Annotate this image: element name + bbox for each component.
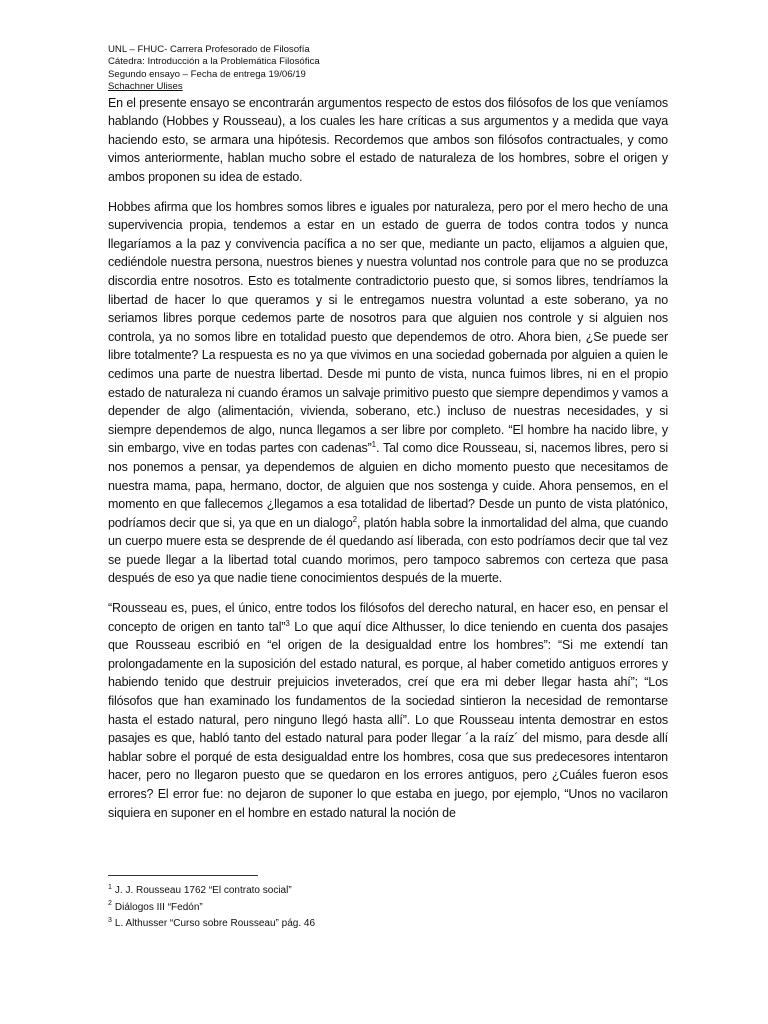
paragraph-3 <box>108 599 668 822</box>
header-author: Schachner Ulises <box>108 81 183 93</box>
footnote-1-text: J. J. Rousseau 1762 “El contrato social” <box>114 885 292 896</box>
header-assignment: Segundo ensayo – Fecha de entrega 19/06/19 <box>108 68 306 80</box>
paragraph-2-text-b: . Tal como dice Rousseau, si, nacemos libres, pero si nos ponemos a pensar, ya dependemos de alguien en dicho momento puesto que necesitamos de nuestra mama, papa, hermano, doctor, de alguien que nos sostenga y cuide. Ahora pensemos, en el momento en que fallecemos ¿llegamos a esa totalidad de libertad? Desde un punto de vista platónico, podríamos decir que si, ya que en un dialogo <box>108 441 668 530</box>
footnote-2-text: Diálogos III “Fedón” <box>114 901 203 913</box>
header-institution: UNL – FHUC- Carrera Profesorado de Filosofía <box>108 44 310 55</box>
footnotes <box>108 883 668 933</box>
header-course: Cátedra: Introducción a la Problemática Filosófica <box>108 56 320 68</box>
footnote-1-mark: 1 <box>108 883 112 891</box>
paragraph-3-text-a: “Rousseau es, pues, el único, entre todos los filósofos del derecho natural, en hacer eso, en pensar el concepto de origen en tanto tal” <box>108 601 668 634</box>
footnote-3 <box>108 916 668 933</box>
footnote-1 <box>108 883 668 900</box>
paragraph-3-text-b: Lo que aquí dice Althusser, lo dice teniendo en cuenta dos pasajes que Rousseau escribió en “el origen de la desigualdad entre los hombres”: “Si me extendí tan prolongadamente en la suposición del estado natural, es porque, al haber cometido antiguos errores y habiendo tenido que destruir prejuicios inveterados, creí que era mi deber llegar hasta ahí”; “Los filósofos que han examinado los fundamentos de la sociedad sintieron la necesidad de remontarse hasta el estado natural, pero ninguno llegó hasta allí”. Lo que Rousseau intenta demostrar en estos pasajes es que, habló tanto del estado natural para poder llegar ´a la raíz´ del mismo, para desde allí hablar sobre el porqué de esta desigualdad entre los hombres, cosa que sus predecesores intentaron hacer, pero no llegaron puesto que se quedaron en los errores antiguos, pero ¿Cuáles fueron esos errores? El error fue: no dejaron de suponer lo que estaba en juego, por ejemplo, “Unos no vacilaron siquiera en suponer en el hombre en estado natural la noción de <box>108 619 668 820</box>
footnote-2 <box>108 900 668 917</box>
footnote-3-mark: 3 <box>108 916 112 924</box>
footnote-3-text: L. Althusser “Curso sobre Rousseau” pág. 46 <box>114 918 316 929</box>
paragraph-2 <box>108 198 668 588</box>
footnote-ref-2: 2 <box>352 514 357 524</box>
paragraph-1-text: En el presente ensayo se encontrarán argumentos respecto de estos dos filósofos de los que veníamos hablando (Hobbes y Rousseau), a los cuales les hare críticas a sus argumentos y a medida que vaya haciendo esto, se armara una hipótesis. Recordemos que ambos son filósofos contractuales, y como vimos anteriormente, hablan mucho sobre el estado de naturaleza de los hombres, sobre el origen y ambos proponen su idea de estado. <box>108 95 668 184</box>
footnote-separator <box>108 875 258 876</box>
footnote-ref-1: 1 <box>371 440 376 450</box>
footnote-ref-3: 3 <box>285 618 290 628</box>
paragraph-2-text-a: Hobbes afirma que los hombres somos libres e iguales por naturaleza, pero por el mero hecho de una supervivencia propia, tendemos a estar en un estado de guerra de todos contra todos y nunca llegaríamos a la paz y convivencia pacífica a no ser que, mediante un pacto, elijamos a alguien que, cediéndole nuestra persona, nuestros bienes y nuestra voluntad nos controle para que no se produzca discordia entre nosotros. Esto es totalmente contradictorio puesto que, si somos libres, tendríamos la libertad de hacer lo que queramos y si le entregamos nuestra voluntad a este soberano, ya no seriamos libres porque cedemos parte de nosotros para que alguien nos controle y si alguien nos controla, ya no somos libre en totalidad puesto que dependemos de otro. Ahora bien, ¿Se puede ser libre totalmente? La respuesta es no ya que vivimos en una sociedad gobernada por alguien a quien le cedimos una parte de nuestra libertad. Desde mi punto de vista, nunca fuimos libres, ni en el propio estado de naturaleza ni cuando éramos un salvaje primitivo puesto que siempre dependimos y vamos a depender de algo (alimentación, vivienda, soberano, etc.) incluso de nuestras necesidades, y si siempre dependemos de algo, nunca llegamos a ser libre por completo. “El hombre ha nacido libre, y sin embargo, vive en todas partes con cadenas” <box>108 199 668 456</box>
paragraph-1 <box>108 94 668 187</box>
document-header <box>108 44 668 94</box>
document-page <box>108 44 668 822</box>
footnote-2-mark: 2 <box>108 900 112 908</box>
paragraph-2-text-c: , platón habla sobre la inmortalidad del alma, que cuando un cuerpo muere esta se desprende de él quedando así liberada, con esto podríamos decir que tal vez se puede llegar a la libertad total cuando morimos, pero tampoco sabremos con certeza que pasa después de eso ya que nadie tiene conocimientos después de la muerte. <box>108 515 668 586</box>
